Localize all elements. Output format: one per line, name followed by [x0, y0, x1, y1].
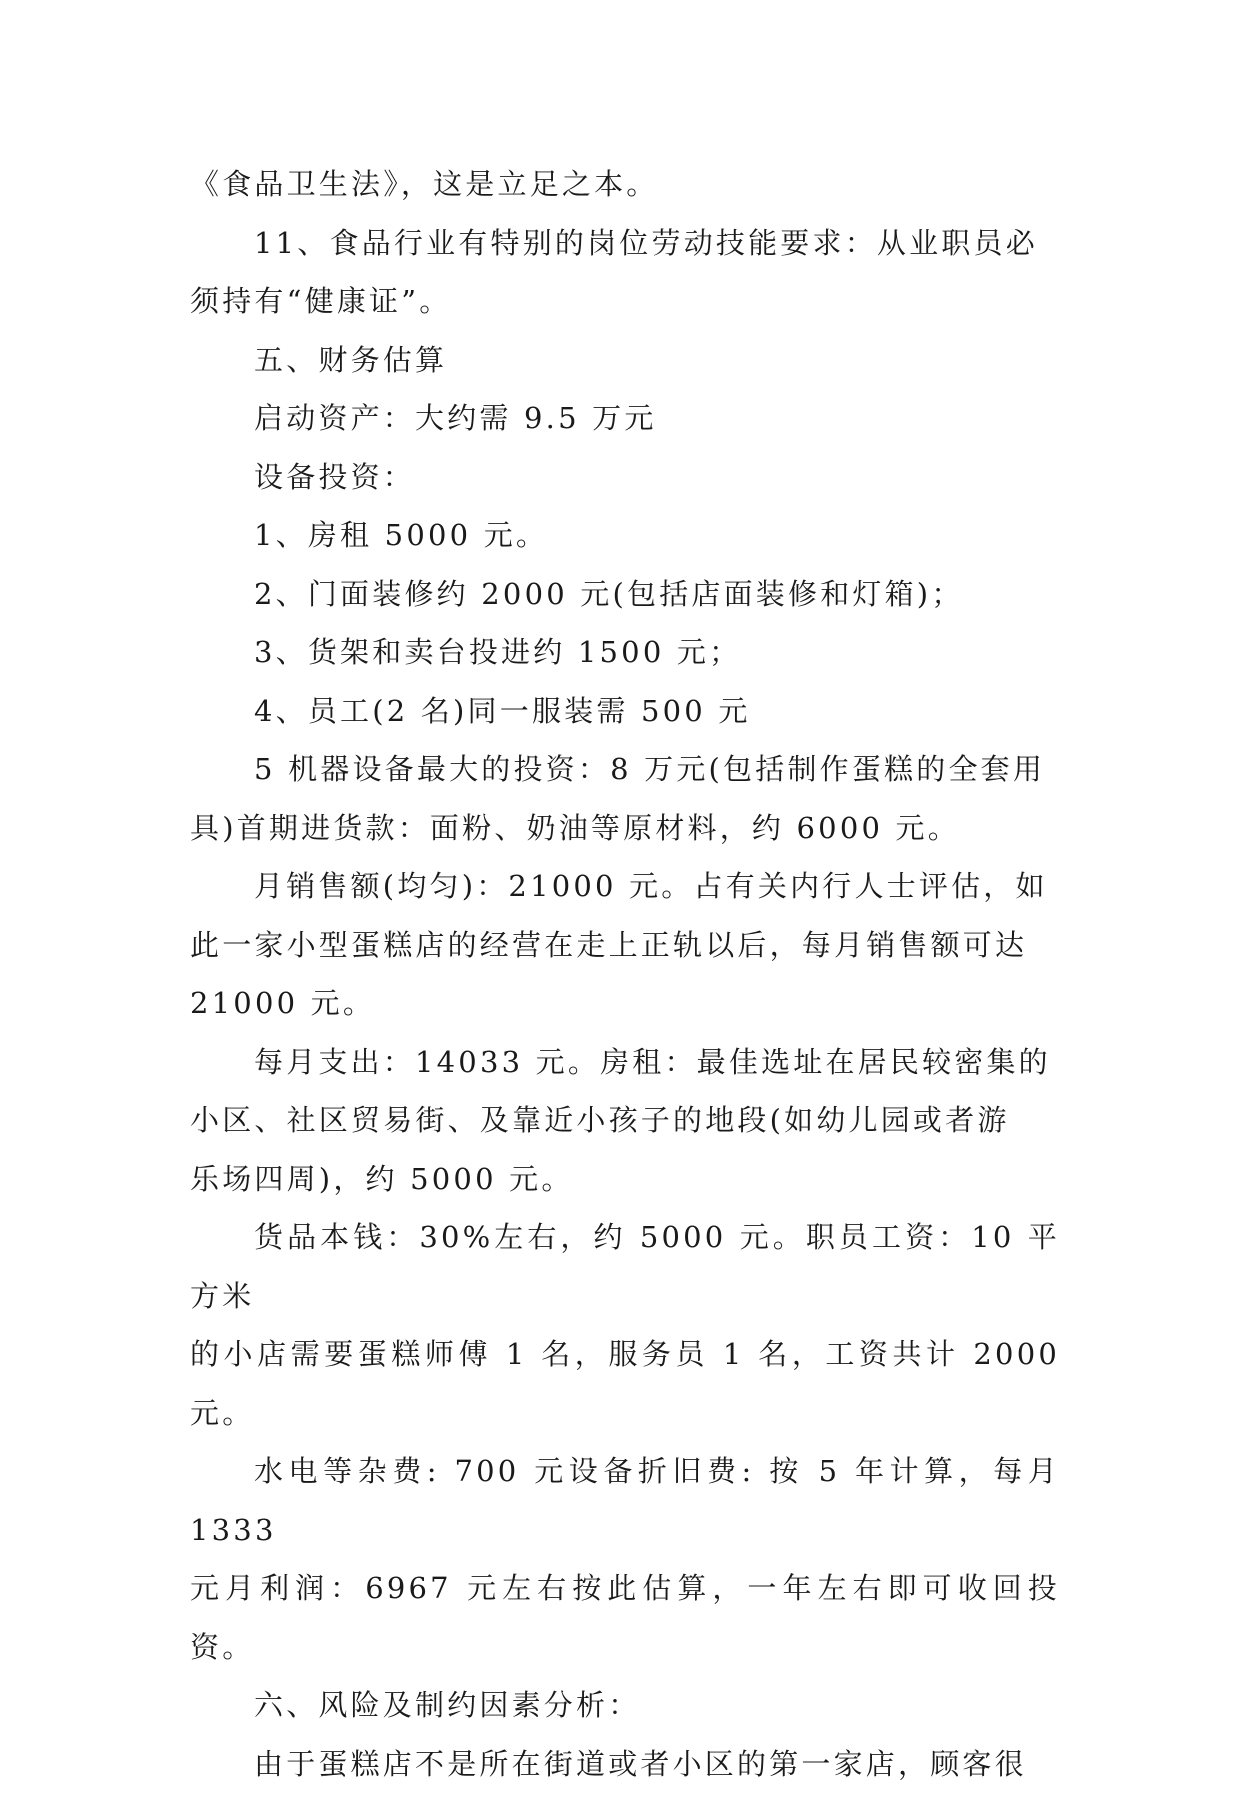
paragraph	[190, 155, 1060, 214]
list-item	[190, 740, 1060, 799]
text-line: 具)首期进货款：面粉、奶油等原材料，约 6000 元。	[190, 799, 1060, 858]
paragraph-continuation	[190, 272, 1060, 331]
text-line: 货品本钱：30%左右，约 5000 元。职员工资：10 平方米	[190, 1208, 1060, 1325]
text-line: 五、财务估算	[190, 331, 1060, 390]
paragraph-continuation	[190, 799, 1060, 858]
text-line: 2、门面装修约 2000 元(包括店面装修和灯箱)；	[190, 565, 1060, 624]
paragraph	[190, 1208, 1060, 1325]
text-line: 小区、社区贸易街、及靠近小孩子的地段(如幼儿园或者游	[190, 1091, 1060, 1150]
paragraph	[190, 857, 1060, 916]
text-line: 须持有“健康证”。	[190, 272, 1060, 331]
text-line: 乐场四周)，约 5000 元。	[190, 1150, 1060, 1209]
list-item	[190, 565, 1060, 624]
list-item	[190, 506, 1060, 565]
text-line: 六、风险及制约因素分析：	[190, 1676, 1060, 1735]
list-item	[190, 623, 1060, 682]
text-line: 由于蛋糕店不是所在街道或者小区的第一家店，顾客很	[190, 1735, 1060, 1793]
text-line: 此一家小型蛋糕店的经营在走上正轨以后，每月销售额可达	[190, 916, 1060, 975]
paragraph-continuation	[190, 1325, 1060, 1442]
text-line: 5 机器设备最大的投资：8 万元(包括制作蛋糕的全套用	[190, 740, 1060, 799]
section-heading	[190, 1676, 1060, 1735]
text-line: 水电等杂费: 700 元设备折旧费: 按 5 年计算，每月 1333	[190, 1442, 1060, 1559]
text-line: 3、货架和卖台投进约 1500 元；	[190, 623, 1060, 682]
text-line: 设备投资：	[190, 448, 1060, 507]
paragraph	[190, 1442, 1060, 1559]
text-line: 启动资产：大约需 9.5 万元	[190, 389, 1060, 448]
text-line: 月销售额(均匀)：21000 元。占有关内行人士评估，如	[190, 857, 1060, 916]
text-line: 的小店需要蛋糕师傅 1 名，服务员 1 名，工资共计 2000 元。	[190, 1325, 1060, 1442]
paragraph	[190, 448, 1060, 507]
text-line: 每月支出：14033 元。房租：最佳选址在居民较密集的	[190, 1033, 1060, 1092]
document-page	[190, 155, 1060, 1793]
paragraph-continuation	[190, 1091, 1060, 1208]
paragraph-continuation	[190, 916, 1060, 1033]
paragraph	[190, 1033, 1060, 1092]
paragraph	[190, 389, 1060, 448]
list-item	[190, 682, 1060, 741]
paragraph	[190, 1735, 1060, 1793]
paragraph-continuation	[190, 1559, 1060, 1676]
text-line: 4、员工(2 名)同一服装需 500 元	[190, 682, 1060, 741]
text-line: 元月利润：6967 元左右按此估算，一年左右即可收回投资。	[190, 1559, 1060, 1676]
text-line: 《食品卫生法》，这是立足之本。	[190, 155, 1060, 214]
text-line: 1、房租 5000 元。	[190, 506, 1060, 565]
paragraph	[190, 214, 1060, 273]
text-line: 11、食品行业有特别的岗位劳动技能要求：从业职员必	[190, 214, 1060, 273]
text-line: 21000 元。	[190, 974, 1060, 1033]
section-heading	[190, 331, 1060, 390]
